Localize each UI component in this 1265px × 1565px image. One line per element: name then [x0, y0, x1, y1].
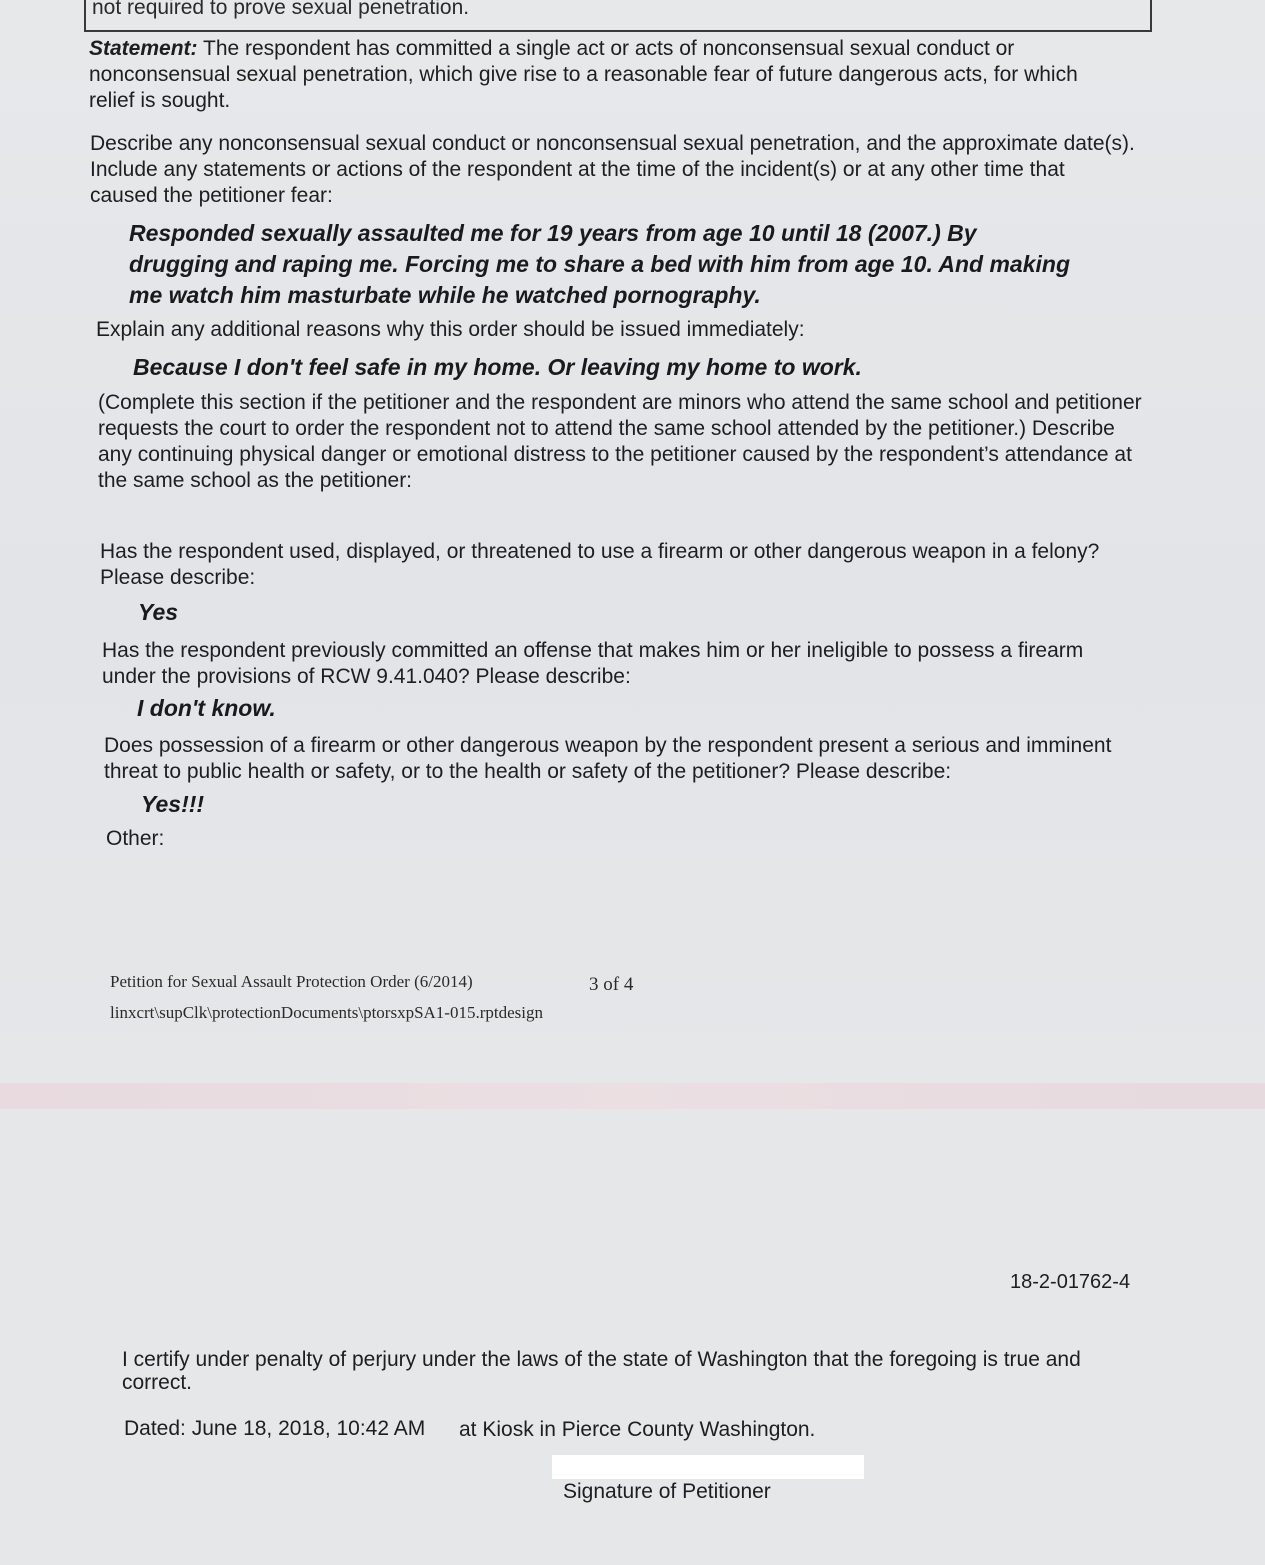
offense-answer: I don't know. — [137, 695, 276, 721]
threat-answer: Yes!!! — [141, 791, 205, 817]
dated-line: Dated: June 18, 2018, 10:42 AM — [124, 1417, 426, 1440]
header-fragment: not required to prove sexual penetration. — [92, 0, 470, 19]
footer-page-number: 3 of 4 — [589, 974, 634, 995]
other-label: Other: — [106, 827, 165, 850]
header-fragment-box — [84, 0, 1152, 32]
case-number: 18-2-01762-4 — [1010, 1271, 1131, 1293]
explain-answer: Because I don't feel safe in my home. Or leaving my home to work. — [133, 354, 862, 380]
footer-file-path: linxcrt\supClk\protectionDocuments\ptorsxpSA1-015.rptdesign — [110, 1003, 543, 1022]
statement-label: Statement: — [89, 37, 198, 60]
location-line: at Kiosk in Pierce County Washington. — [459, 1418, 816, 1441]
page-break-stripe — [0, 1083, 1265, 1109]
certify-statement: I certify under penalty of perjury under the laws of the state of Washington that the foregoing is true and correct. — [122, 1348, 1081, 1394]
statement-text: The respondent has committed a single act or acts of nonconsensual sexual conduct or nonconsensual sexual penetration, which give rise to a reasonable fear of future dangerous acts, for which relief is sought. — [89, 37, 1078, 112]
explain-prompt: Explain any additional reasons why this order should be issued immediately: — [96, 318, 805, 341]
threat-prompt: Does possession of a firearm or other dangerous weapon by the respondent present a serious and imminent threat to public health or safety, or to the health or safety of the petitioner? Please describe: — [104, 734, 1112, 783]
offense-prompt: Has the respondent previously committed an offense that makes him or her ineligible to possess a firearm under the provisions of RCW 9.41.040? Please describe: — [102, 639, 1084, 688]
statement-paragraph — [89, 36, 1129, 114]
footer-form-title: Petition for Sexual Assault Protection Order (6/2014) — [110, 972, 473, 991]
describe-prompt: Describe any nonconsensual sexual conduct or nonconsensual sexual penetration, and the approximate date(s). Include any statements or actions of the respondent at the time of the incident(s) or at any other time that caused the petitioner fear: — [90, 132, 1135, 207]
signature-label: Signature of Petitioner — [563, 1480, 771, 1503]
describe-answer: Responded sexually assaulted me for 19 years from age 10 until 18 (2007.) By drugging and raping me. Forcing me to share a bed with him from age 10. And making me watch him masturbate while he watched pornography. — [129, 220, 1070, 308]
firearm-prompt: Has the respondent used, displayed, or threatened to use a firearm or other dangerous weapon in a felony? Please describe: — [100, 540, 1100, 589]
signature-redaction — [552, 1455, 864, 1479]
firearm-answer: Yes — [138, 599, 179, 625]
school-prompt: (Complete this section if the petitioner and the respondent are minors who attend the same school and petitioner requests the court to order the respondent not to attend the same school attended by the petitioner.) Describe any continuing physical danger or emotional distress to the petitioner caused by the respondent’s attendance at the same school as the petitioner: — [98, 391, 1142, 492]
